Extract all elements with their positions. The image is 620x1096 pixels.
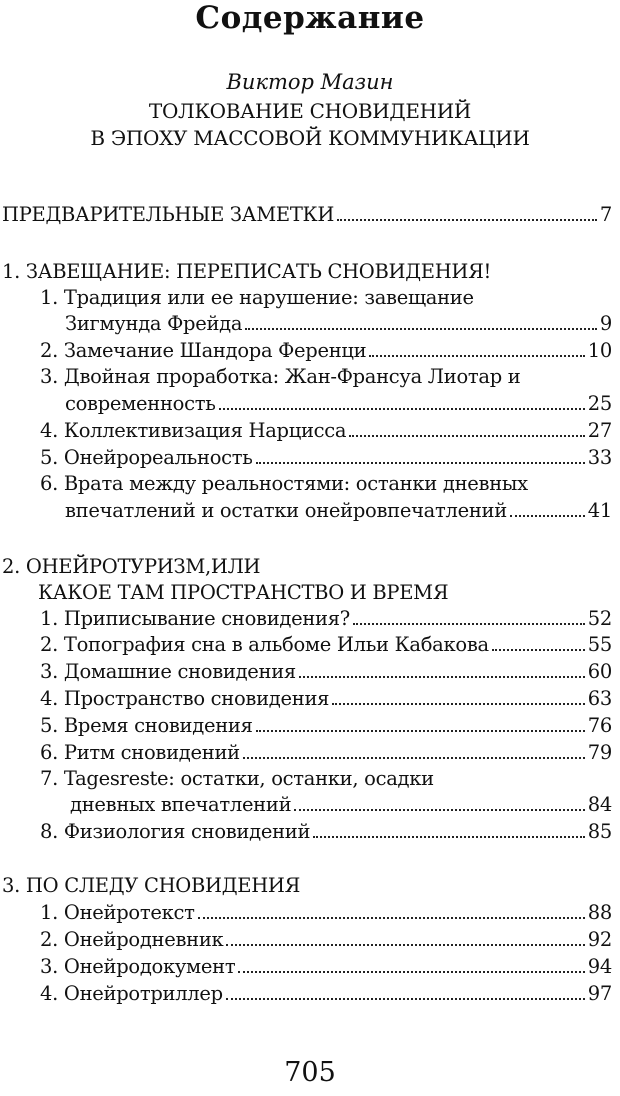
toc-entry-1-5 [40,445,612,471]
dot-leader [299,676,585,678]
toc-page-number: 7 [599,203,612,226]
toc-entry-label: 2. Топография сна в альбоме Ильи Кабакова [40,633,489,656]
toc-entry-label: 3. Домашние сновидения [40,660,296,683]
toc-entry-label: ПРЕДВАРИТЕЛЬНЫЕ ЗАМЕТКИ [2,203,335,226]
dot-leader [349,435,585,437]
toc-page-number: 41 [587,499,612,522]
toc-entry-1-1 [65,311,612,337]
toc-entry-intro [2,202,612,228]
toc-entry-label: Зигмунда Фрейда [65,312,243,335]
toc-entry-3-4 [40,981,612,1007]
toc-page-number: 9 [599,312,612,335]
toc-entry-label: 4. Пространство сновидения [40,687,330,710]
dot-leader [238,971,584,973]
toc-page-number: 33 [587,446,612,469]
dot-leader [226,944,584,946]
dot-leader [198,917,585,919]
toc-entry-2-7-line-1: 7. Tagesreste: остатки, останки, осадки [40,767,434,790]
dot-leader [294,809,585,811]
toc-entry-3-1 [40,900,612,926]
section-heading-1: 1. ЗАВЕЩАНИЕ: ПЕРЕПИСАТЬ СНОВИДЕНИЯ! [2,260,492,283]
toc-entry-2-3 [40,659,612,685]
dot-leader [313,836,585,838]
toc-page-number: 84 [587,793,612,816]
section-heading-3: 3. ПО СЛЕДУ СНОВИДЕНИЯ [2,874,301,897]
toc-entry-label: 1. Онейротекст [40,901,195,924]
dot-leader [256,462,585,464]
dot-leader [245,328,597,330]
essay-title-line-2: В ЭПОХУ МАССОВОЙ КОММУНИКАЦИИ [90,126,530,150]
toc-entry-label: впечатлений и остатки онейровпечатлений [65,499,507,522]
toc-entry-label: 3. Онейродокумент [40,955,236,978]
toc-page-number: 27 [587,419,612,442]
toc-entry-1-1-line-1: 1. Традиция или ее нарушение: завещание [40,286,474,309]
toc-page-number: 88 [587,901,612,924]
toc-entry-1-2 [40,338,612,364]
toc-entry-2-2 [40,632,612,658]
toc-entry-label: 1. Приписывание сновидения? [40,607,350,630]
toc-entry-2-8 [40,819,612,845]
toc-page-number: 55 [587,633,612,656]
toc-entry-label: 2. Онейродневник [40,928,224,951]
toc-entry-2-1 [40,606,612,632]
toc-entry-label: 4. Коллективизация Нарцисса [40,419,347,442]
toc-entry-3-3 [40,954,612,980]
toc-page-number: 63 [587,687,612,710]
toc-entry-1-6-line-1: 6. Врата между реальностями: останки дневных [40,472,528,495]
toc-entry-2-6 [40,740,612,766]
page-title: Содержание [195,0,425,36]
toc-entry-2-4 [40,686,612,712]
dot-leader [353,623,585,625]
toc-page-number: 79 [587,741,612,764]
dot-leader [219,408,585,410]
toc-entry-1-4 [40,418,612,444]
essay-title-line-1: ТОЛКОВАНИЕ СНОВИДЕНИЙ [148,99,472,123]
dot-leader [510,515,585,517]
toc-entry-label: 2. Замечание Шандора Ференци [40,339,367,362]
dot-leader [492,649,585,651]
toc-page-number: 10 [587,339,612,362]
toc-entry-2-5 [40,713,612,739]
toc-entry-label: 4. Онейротриллер [40,982,223,1005]
toc-entry-3-2 [40,927,612,953]
toc-page-number: 92 [587,928,612,951]
toc-entry-1-3 [65,391,612,417]
section-heading-2-line-2: КАКОЕ ТАМ ПРОСТРАНСТВО И ВРЕМЯ [38,581,449,604]
toc-page-number: 94 [587,955,612,978]
toc-entry-1-6 [65,498,612,524]
page-number: 705 [284,1057,336,1088]
dot-leader [332,703,585,705]
toc-entry-label: 6. Ритм сновидений [40,741,240,764]
toc-page-number: 25 [587,392,612,415]
toc-entry-label: 8. Физиология сновидений [40,820,311,843]
toc-entry-2-7 [70,792,612,818]
dot-leader [369,355,584,357]
section-heading-2-line-1: 2. ОНЕЙРОТУРИЗМ,ИЛИ [2,555,261,578]
toc-page-number: 85 [587,820,612,843]
dot-leader [243,757,585,759]
toc-entry-label: 5. Онейрореальность [40,446,253,469]
author-name: Виктор Мазин [226,70,394,94]
dot-leader [256,730,585,732]
toc-entry-label: 5. Время сновидения [40,714,253,737]
toc-entry-label: современность [65,392,216,415]
dot-leader [226,998,585,1000]
toc-entry-1-3-line-1: 3. Двойная проработка: Жан-Франсуа Лиотар и [40,365,521,388]
toc-page-number: 97 [587,982,612,1005]
toc-page-number: 52 [587,607,612,630]
toc-page-number: 60 [587,660,612,683]
dot-leader [337,219,597,221]
toc-page-number: 76 [587,714,612,737]
toc-entry-label: дневных впечатлений [70,793,292,816]
